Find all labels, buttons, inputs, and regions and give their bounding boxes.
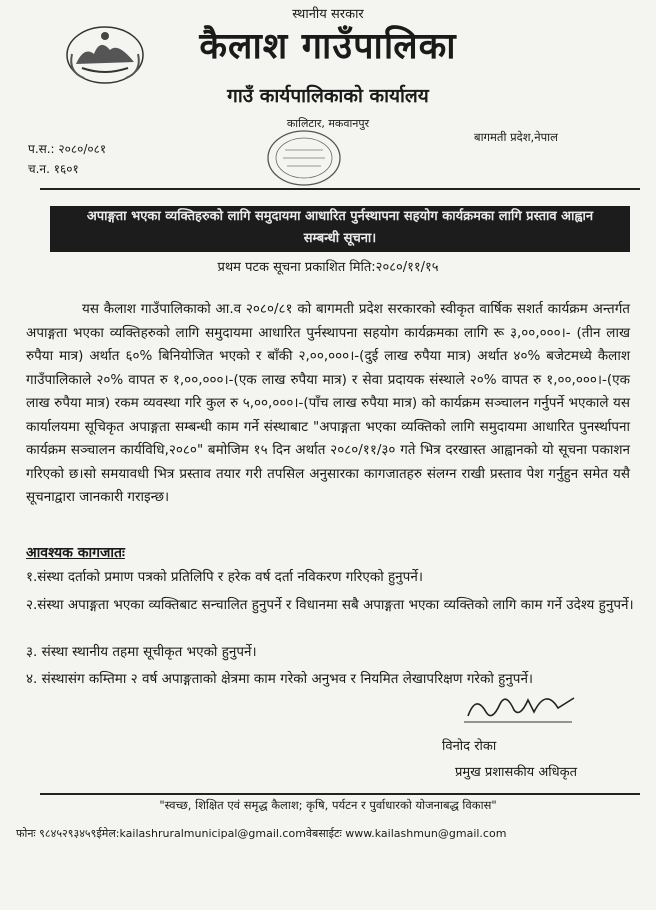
subject-banner (50, 206, 630, 252)
requirement-item-2: २.संस्था अपाङ्गता भएका व्यक्तिबाट सन्चालित हुनुपर्ने र विधानमा सबै अपाङ्गता भएका व्यक्तिको लागि काम गर्ने उदेश्य हुनुपर्ने। (26, 597, 634, 613)
header-divider (40, 188, 640, 190)
publish-date: प्रथम पटक सूचना प्रकाशित मिति:२०८०/११/१५ (217, 260, 439, 275)
subject-line-1: अपाङ्गता भएका व्यक्तिहरुको लागि समुदायमा आधारित पुर्नस्थापना सहयोग कार्यक्रमका लागि प्रस्ताव आह्वान (86, 209, 594, 224)
office-address: कालिटार, मकवानपुर (286, 117, 370, 130)
subject-line-2: सम्बन्धी सूचना। (303, 231, 377, 246)
signature-icon (462, 682, 582, 728)
dispatch-number: च.न. १६०१ (28, 162, 79, 176)
province: बागमती प्रदेश,नेपाल (474, 130, 558, 144)
page-title: कैलाश गाउँपालिका (199, 26, 457, 67)
requirements-title: आवश्यक कागजातः (26, 545, 125, 561)
footer-contact: फोनः ९८४५२९३४५९ईमेल:kailashruralmunicipal@gmail.comवेबसाईटः www.kailashmun@gmail.com (16, 827, 507, 840)
office-name: गाउँ कार्यपालिकाको कार्यालय (227, 85, 429, 107)
requirement-item-1: १.संस्था दर्ताको प्रमाण पत्रको प्रतिलिपि र हरेक वर्ष दर्ता नविकरण गरिएको हुनुपर्ने। (26, 569, 423, 585)
notice-body: यस कैलाश गाउँपालिकाको आ.व २०८०/८१ को बागमती प्रदेश सरकारको स्वीकृत वार्षिक सशर्त कार्यक्रम अन्तर्गत अपाङ्गता भएका व्यक्तिहरुको लागि समुदायमा आधारित पुर्नस्थापना सहयोग कार्यक्रमका लागि रू ३,००,०००।- (तीन लाख रुपैया मात्र) अर्थात ६०% बिनियोजित भएको र बाँकी २,००,०००।-(दुई लाख रुपैया मात्र) अर्थात ४०% बजेटमध्ये कैलाश गाउँपालिकाले २०% वापत रु १,००,०००।-(एक लाख रुपैया मात्र) र सेवा प्रदायक संस्थाले २०% वापत रु १,००,०००।-(एक लाख रुपैया मात्र) रकम व्यवस्था गरि कुल रु ५,००,०००।-(पाँच लाख रुपैया मात्र) को कार्यक्रम सञ्चालन गर्नुपर्ने भएकाले यस कार्यालयमा सूचिकृत अपाङ्गता सम्बन्धी काम गर्ने संस्थाबाट "अपाङ्गता भएका व्यक्तिको लागि समुदायमा आधारित पुनर्स्थापना कार्यक्रम सञ्चालन कार्यविधि,२०८०" बमोजिम १५ दिन अर्थात २०८०/११/३० गते भित्र दरखास्त आह्वानको यो सूचना पकाशन गरिएको छ।सो समयावधी भित्र प्रस्ताव तयार गरी तपसिल अनुसारका कागजातहरु संलग्न राखी प्रस्ताव पेश गर्नुहुन समेत यसै सूचनाद्वारा जानकारी गराइन्छ। (26, 301, 630, 505)
footer-slogan: "स्वच्छ, शिक्षित एवं समृद्ध कैलाश; कृषि, पर्यटन र पुर्वाधारको योजनाबद्ध विकास" (159, 798, 497, 812)
signatory-title: प्रमुख प्रशासकीय अधिकृत (455, 765, 578, 780)
office-stamp-icon (265, 128, 343, 188)
top-org: स्थानीय सरकार (292, 7, 364, 22)
requirement-item-3: ३. संस्था स्थानीय तहमा सूचीकृत भएको हुनुपर्ने। (26, 644, 257, 660)
footer-divider (40, 793, 640, 795)
requirement-item-4: ४. संस्थासंग कम्तिमा २ वर्ष अपाङ्गताको क्षेत्रमा काम गरेको अनुभव र नियमित लेखापरिक्षण गरेको हुनुपर्ने। (26, 671, 534, 687)
reference-number: प.स.: २०८०/०८१ (28, 142, 107, 156)
signatory-name: विनोद रोका (442, 739, 497, 754)
